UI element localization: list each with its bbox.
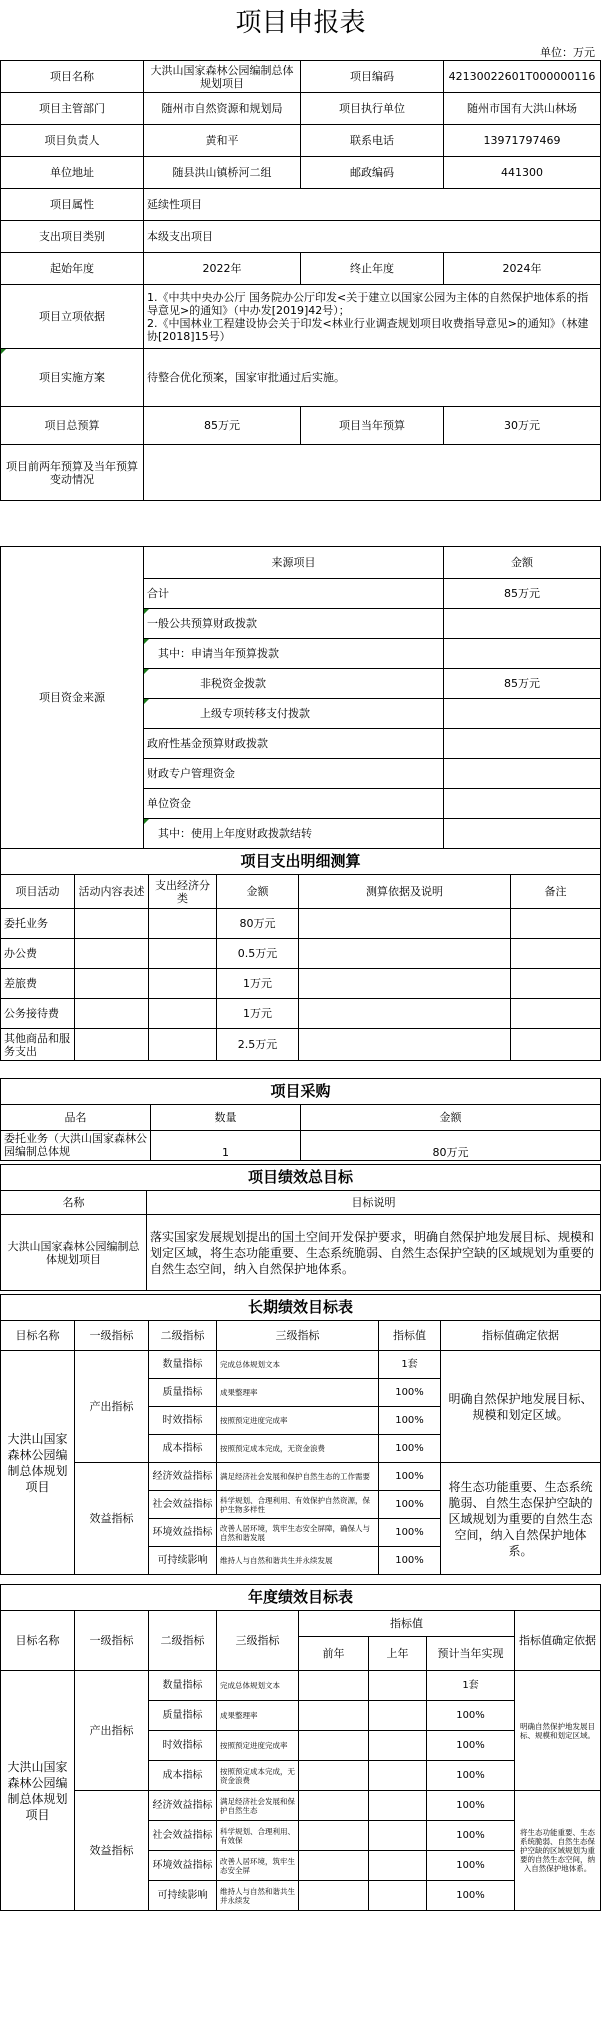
prev-budget-value	[144, 445, 601, 501]
plan-label: 项目实施方案	[1, 349, 144, 407]
funding-row-name: 财政专户管理资金	[144, 759, 444, 789]
lt-l2: 经济效益指标	[149, 1463, 217, 1491]
an-basis-output: 明确自然保护地发展目标、规模和划定区域。	[515, 1671, 601, 1791]
lt-l3: 维持人与自然和谐共生并永续发展	[217, 1547, 379, 1575]
funding-row-amount	[444, 759, 601, 789]
purchase-head-name: 品名	[1, 1105, 151, 1131]
leader-value: 黄和平	[144, 125, 301, 157]
funding-row-amount	[444, 699, 601, 729]
lt-value: 100%	[379, 1407, 441, 1435]
lt-basis-output: 明确自然保护地发展目标、规模和划定区域。	[441, 1351, 601, 1463]
lt-head-basis: 指标值确定依据	[441, 1321, 601, 1351]
funding-head-source: 来源项目	[144, 547, 444, 579]
lt-l3: 按照预定进度完成率	[217, 1407, 379, 1435]
total-budget-label: 项目总预算	[1, 407, 144, 445]
lt-head-target: 目标名称	[1, 1321, 75, 1351]
an-l2: 质量指标	[149, 1701, 217, 1731]
an-value: 100%	[427, 1791, 515, 1821]
funding-row-name: 其中：申请当年预算拨款	[144, 639, 444, 669]
prev-budget-label: 项目前两年预算及当年预算变动情况	[1, 445, 144, 501]
an-head-l1: 一级指标	[75, 1611, 149, 1671]
an-head-l2: 二级指标	[149, 1611, 217, 1671]
an-value: 100%	[427, 1851, 515, 1881]
table-row	[1, 1029, 601, 1061]
an-l2: 数量指标	[149, 1671, 217, 1701]
lt-value: 100%	[379, 1491, 441, 1519]
total-budget-value: 85万元	[144, 407, 301, 445]
funding-row-name: 上级专项转移支付拨款	[144, 699, 444, 729]
leader-label: 项目负责人	[1, 125, 144, 157]
start-year-label: 起始年度	[1, 253, 144, 285]
project-code-label: 项目编码	[301, 61, 444, 93]
lt-l2: 环境效益指标	[149, 1519, 217, 1547]
table-row	[1, 999, 601, 1029]
attribute-label: 项目属性	[1, 189, 144, 221]
an-l3: 成果整理率	[217, 1701, 299, 1731]
detail-activity: 委托业务	[1, 909, 75, 939]
an-head-l3: 三级指标	[217, 1611, 299, 1671]
detail-activity: 差旅费	[1, 969, 75, 999]
funding-row-name: 政府性基金预算财政拨款	[144, 729, 444, 759]
basis-value	[144, 285, 601, 349]
lt-value: 100%	[379, 1435, 441, 1463]
an-head-prev2: 前年	[299, 1637, 369, 1671]
project-code-value: 42130022601T000000116	[444, 61, 601, 93]
an-head-prev1: 上年	[369, 1637, 427, 1671]
plan-value: 待整合优化预案，国家审批通过后实施。	[144, 349, 601, 407]
annual-table	[0, 1584, 601, 1911]
funding-row-name: 合计	[144, 579, 444, 609]
funding-row-amount	[444, 729, 601, 759]
lt-l3: 按照预定成本完成，无资金浪费	[217, 1435, 379, 1463]
purchase-head-qty: 数量	[151, 1105, 301, 1131]
basis-line-1: 1.《中共中央办公厅 国务院办公厅印发<关于建立以国家公园为主体的自然保护地体系的指导意见>的通知》（中办发[2019]42号）；	[147, 290, 589, 317]
project-name-label: 项目名称	[1, 61, 144, 93]
year-budget-value: 30万元	[444, 407, 601, 445]
postcode-label: 邮政编码	[301, 157, 444, 189]
funding-head-amount: 金额	[444, 547, 601, 579]
an-head-current: 预计当年实现	[427, 1637, 515, 1671]
lt-head-l2: 二级指标	[149, 1321, 217, 1351]
detail-amount: 2.5万元	[217, 1029, 299, 1061]
lt-l2: 成本指标	[149, 1435, 217, 1463]
purchase-item-amount: 80万元	[301, 1131, 601, 1161]
purchase-item-name: 委托业务（大洪山国家森林公园编制总体规	[1, 1131, 151, 1161]
page-title: 项目申报表	[235, 8, 366, 38]
lt-basis-benefit: 将生态功能重要、生态系统脆弱、自然生态保护空缺的区域规划为重要的自然生态空间，纳入自然保护地体系。	[441, 1463, 601, 1575]
end-year-value: 2024年	[444, 253, 601, 285]
postcode-value: 441300	[444, 157, 601, 189]
lt-l3: 满足经济社会发展和保护自然生态的工作需要	[217, 1463, 379, 1491]
an-basis-benefit: 将生态功能重要、生态系统脆弱、自然生态保护空缺的区域规划为重要的自然生态空间，纳入自然保护地体系。	[515, 1791, 601, 1911]
funding-label: 项目资金来源	[1, 547, 144, 849]
perf-section-title: 项目绩效总目标	[1, 1165, 601, 1191]
purchase-section-title: 项目采购	[1, 1079, 601, 1105]
lt-value: 1套	[379, 1351, 441, 1379]
funding-table	[0, 546, 601, 849]
an-value: 100%	[427, 1821, 515, 1851]
funding-row-amount	[444, 609, 601, 639]
detail-amount: 1万元	[217, 999, 299, 1029]
lt-l3: 成果整理率	[217, 1379, 379, 1407]
an-value: 1套	[427, 1671, 515, 1701]
lt-target-name: 大洪山国家森林公园编制总体规划项目	[1, 1351, 75, 1575]
longterm-table	[0, 1294, 601, 1575]
an-l3: 按照预定进度完成率	[217, 1731, 299, 1761]
funding-row-amount	[444, 639, 601, 669]
phone-value: 13971797469	[444, 125, 601, 157]
an-head-value: 指标值	[299, 1611, 515, 1637]
perf-head-name: 名称	[1, 1191, 147, 1215]
detail-head-amount: 金额	[217, 875, 299, 909]
start-year-value: 2022年	[144, 253, 301, 285]
address-label: 单位地址	[1, 157, 144, 189]
an-target-name: 大洪山国家森林公园编制总体规划项目	[1, 1671, 75, 1911]
funding-row-name: 单位资金	[144, 789, 444, 819]
exec-unit-value: 随州市国有大洪山林场	[444, 93, 601, 125]
basic-info-table	[0, 60, 601, 501]
purchase-table	[0, 1078, 601, 1161]
end-year-label: 终止年度	[301, 253, 444, 285]
phone-label: 联系电话	[301, 125, 444, 157]
category-label: 支出项目类别	[1, 221, 144, 253]
project-name-value: 大洪山国家森林公园编制总体规划项目	[144, 61, 301, 93]
funding-row-amount	[444, 789, 601, 819]
detail-head-basis: 测算依据及说明	[299, 875, 511, 909]
detail-head-content: 活动内容表述	[75, 875, 149, 909]
table-row	[1, 969, 601, 999]
basis-label: 项目立项依据	[1, 285, 144, 349]
an-head-target: 目标名称	[1, 1611, 75, 1671]
an-value: 100%	[427, 1701, 515, 1731]
address-value: 随县洪山镇桥河二组	[144, 157, 301, 189]
an-l3: 按照预定成本完成，无资金浪费	[217, 1761, 299, 1791]
perf-head-desc: 目标说明	[147, 1191, 601, 1215]
dept-label: 项目主管部门	[1, 93, 144, 125]
detail-table	[0, 848, 601, 1061]
table-row	[1, 909, 601, 939]
performance-goal-table	[0, 1164, 601, 1291]
an-l3: 改善人居环境，筑牢生态安全屏	[217, 1851, 299, 1881]
detail-activity: 公务接待费	[1, 999, 75, 1029]
purchase-head-amount: 金额	[301, 1105, 601, 1131]
lt-value: 100%	[379, 1463, 441, 1491]
an-l3: 科学规划、合理利用、有效保	[217, 1821, 299, 1851]
an-l1-benefit: 效益指标	[75, 1791, 149, 1911]
purchase-item-qty: 1	[151, 1131, 301, 1161]
an-l3: 满足经济社会发展和保护自然生态	[217, 1791, 299, 1821]
lt-l3: 改善人居环境，筑牢生态安全屏障，确保人与自然和谐发展	[217, 1519, 379, 1547]
lt-value: 100%	[379, 1519, 441, 1547]
funding-row-name: 其中：使用上年度财政拨款结转	[144, 819, 444, 849]
perf-desc: 落实国家发展规划提出的国土空间开发保护要求，明确自然保护地发展目标、规模和划定区域，将生态功能重要、生态系统脆弱、自然生态保护空缺的区域规划为重要的自然生态空间，纳入自然保护地体系。	[147, 1215, 601, 1291]
perf-name: 大洪山国家森林公园编制总体规划项目	[1, 1215, 147, 1291]
an-value: 100%	[427, 1881, 515, 1911]
lt-value: 100%	[379, 1379, 441, 1407]
detail-activity: 办公费	[1, 939, 75, 969]
lt-head-value: 指标值	[379, 1321, 441, 1351]
lt-l3: 完成总体规划文本	[217, 1351, 379, 1379]
lt-l2: 质量指标	[149, 1379, 217, 1407]
detail-amount: 80万元	[217, 909, 299, 939]
lt-l2: 数量指标	[149, 1351, 217, 1379]
lt-l2: 社会效益指标	[149, 1491, 217, 1519]
exec-unit-label: 项目执行单位	[301, 93, 444, 125]
an-l1-output: 产出指标	[75, 1671, 149, 1791]
detail-head-class: 支出经济分类	[149, 875, 217, 909]
an-head-basis: 指标值确定依据	[515, 1611, 601, 1671]
detail-amount: 0.5万元	[217, 939, 299, 969]
lt-l2: 时效指标	[149, 1407, 217, 1435]
dept-value: 随州市自然资源和规划局	[144, 93, 301, 125]
lt-l3: 科学规划、合理利用、有效保护自然资源，保护生物多样性	[217, 1491, 379, 1519]
detail-activity: 其他商品和服务支出	[1, 1029, 75, 1061]
an-value: 100%	[427, 1731, 515, 1761]
detail-amount: 1万元	[217, 969, 299, 999]
an-l2: 可持续影响	[149, 1881, 217, 1911]
longterm-section-title: 长期绩效目标表	[1, 1295, 601, 1321]
funding-row-name: 非税资金拨款	[144, 669, 444, 699]
funding-row-amount: 85万元	[444, 579, 601, 609]
an-l2: 环境效益指标	[149, 1851, 217, 1881]
unit-label: 单位：万元	[540, 46, 595, 59]
an-l2: 成本指标	[149, 1761, 217, 1791]
basis-line-2: 2.《中国林业工程建设协会关于印发<林业行业调查规划项目收费指导意见>的通知》（林建协[2018]15号）	[147, 316, 589, 343]
detail-head-activity: 项目活动	[1, 875, 75, 909]
an-l2: 社会效益指标	[149, 1821, 217, 1851]
annual-section-title: 年度绩效目标表	[1, 1585, 601, 1611]
an-value: 100%	[427, 1761, 515, 1791]
an-l2: 经济效益指标	[149, 1791, 217, 1821]
funding-row-name: 一般公共预算财政拨款	[144, 609, 444, 639]
lt-l2: 可持续影响	[149, 1547, 217, 1575]
year-budget-label: 项目当年预算	[301, 407, 444, 445]
lt-value: 100%	[379, 1547, 441, 1575]
an-l3: 完成总体规划文本	[217, 1671, 299, 1701]
attribute-value: 延续性项目	[144, 189, 601, 221]
detail-section-title: 项目支出明细测算	[1, 849, 601, 875]
table-row	[1, 939, 601, 969]
an-l2: 时效指标	[149, 1731, 217, 1761]
an-l3: 维持人与自然和谐共生并永续发	[217, 1881, 299, 1911]
detail-head-remark: 备注	[511, 875, 601, 909]
funding-row-amount: 85万元	[444, 669, 601, 699]
lt-l1-benefit: 效益指标	[75, 1463, 149, 1575]
lt-head-l1: 一级指标	[75, 1321, 149, 1351]
funding-row-amount	[444, 819, 601, 849]
category-value: 本级支出项目	[144, 221, 601, 253]
lt-head-l3: 三级指标	[217, 1321, 379, 1351]
lt-l1-output: 产出指标	[75, 1351, 149, 1463]
